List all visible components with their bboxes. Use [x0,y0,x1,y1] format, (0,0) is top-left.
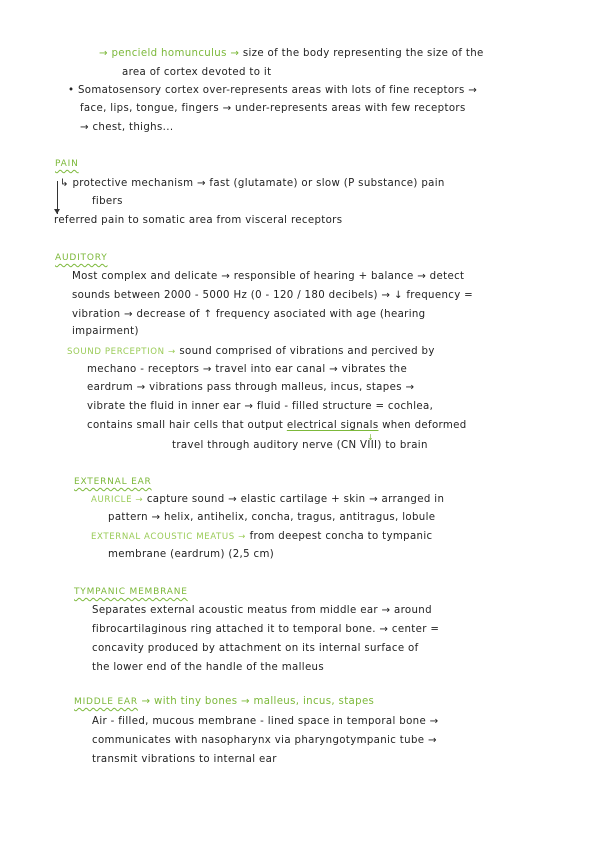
heading-external-ear: EXTERNAL EAR [74,477,152,487]
text-line: → chest, thighs... [80,122,174,133]
text-line: eardrum → vibrations pass through malleus, incus, stapes → [87,382,415,393]
text-line: area of cortex devoted to it [122,67,272,78]
heading-tympanic-membrane: TYMPANIC MEMBRANE [74,587,188,597]
text-line: sounds between 2000 - 5000 Hz (0 - 120 / 180 decibels) → ↓ frequency = [72,290,474,301]
text-line: travel through auditory nerve (CN VIII) to brain [172,440,428,451]
signals-text-start: contains small hair cells that output [87,420,284,431]
auricle-line [91,493,444,507]
text-line: fibrocartilaginous ring attached it to temporal bone. → center = [92,624,440,635]
homunculus-line [99,47,484,61]
text-line: vibration → decrease of ↑ frequency asociated with age (hearing [72,309,426,320]
heading-auditory: AUDITORY [55,253,108,263]
signals-text-end: when deformed [382,420,467,431]
text-line: Most complex and delicate → responsible of hearing + balance → detect [72,271,465,282]
heading-pain: PAIN [55,159,79,169]
text-line: ↳ protective mechanism → fast (glutamate) or slow (P substance) pain [60,178,445,189]
text-line: fibers [92,196,123,207]
homunculus-term: → pencield homunculus → [99,48,240,59]
meatus-line [91,530,433,544]
bullet-line: • Somatosensory cortex over-represents areas with lots of fine receptors → [68,85,478,96]
text-line: referred pain to somatic area from visceral receptors [54,215,343,226]
text-line: Air - filled, mucous membrane - lined space in temporal bone → [92,716,439,727]
electrical-signals-term: electrical signals [286,420,379,431]
text-line: transmit vibrations to internal ear [92,754,277,765]
text-line: membrane (eardrum) (2,5 cm) [108,549,275,560]
middle-ear-line [74,695,374,709]
text-line: Separates external acoustic meatus from middle ear → around [92,605,432,616]
text-line: face, lips, tongue, fingers → under-represents areas with few receptors [80,103,466,114]
heading-middle-ear: MIDDLE EAR [74,697,138,707]
text-line: the lower end of the handle of the malleus [92,662,325,673]
meatus-text: from deepest concha to tympanic [249,531,433,542]
auricle-text: capture sound → elastic cartilage + skin → arranged in [146,494,445,505]
sound-perception-line [67,345,435,359]
text-line: concavity produced by attachment on its internal surface of [92,643,419,654]
text-line: vibrate the fluid in inner ear → fluid - filled structure = cochlea, [87,401,434,412]
text-line: mechano - receptors → travel into ear canal → vibrates the [87,364,408,375]
sound-perception-text: sound comprised of vibrations and percived by [179,346,435,357]
text-line: impairment) [72,326,139,337]
text-line: pattern → helix, antihelix, concha, tragus, antitragus, lobule [108,512,436,523]
text-line: communicates with nasopharynx via pharyngotympanic tube → [92,735,437,746]
auricle-heading: AURICLE → [91,495,144,505]
homunculus-text: size of the body representing the size of the [242,48,484,59]
arrow-mark-icon: ↓ [367,433,375,442]
signals-line [87,419,467,433]
meatus-heading: EXTERNAL ACOUSTIC MEATUS → [91,532,246,542]
middle-ear-bones: → with tiny bones → malleus, incus, stapes [141,696,375,707]
sound-perception-heading: SOUND PERCEPTION → [67,347,176,357]
